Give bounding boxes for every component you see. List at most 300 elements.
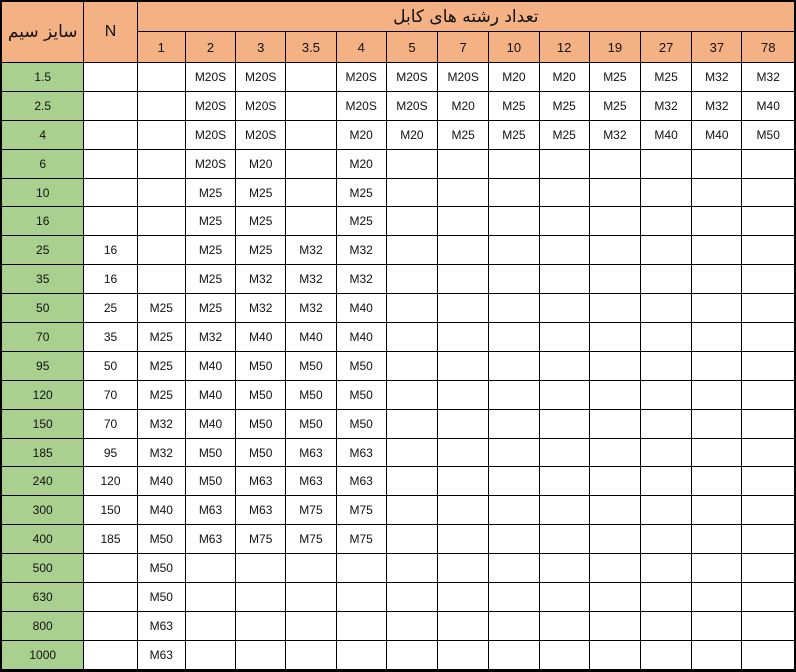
neutral-size-cell <box>84 91 137 120</box>
gland-size-cell: M50 <box>336 351 386 380</box>
neutral-size-cell <box>84 554 137 583</box>
gland-size-cell: M32 <box>742 63 795 92</box>
gland-size-cell <box>489 583 539 612</box>
table-row <box>2 351 795 380</box>
gland-size-cell: M25 <box>137 294 185 323</box>
gland-size-cell <box>640 294 691 323</box>
table-row <box>2 611 795 640</box>
gland-size-cell <box>640 351 691 380</box>
gland-size-cell: M32 <box>336 236 386 265</box>
neutral-size-cell: 70 <box>84 409 137 438</box>
gland-size-cell <box>539 265 589 294</box>
gland-size-cell <box>137 91 185 120</box>
gland-size-cell: M20 <box>386 120 437 149</box>
gland-size-cell <box>386 149 437 178</box>
gland-size-cell: M32 <box>286 236 336 265</box>
gland-size-cell <box>539 409 589 438</box>
gland-size-cell <box>286 149 336 178</box>
gland-size-cell <box>589 525 640 554</box>
gland-size-cell: M32 <box>137 438 185 467</box>
gland-size-cell <box>589 149 640 178</box>
gland-size-cell <box>742 380 795 409</box>
gland-size-cell: M20S <box>236 120 286 149</box>
gland-size-cell <box>236 640 286 669</box>
gland-size-cell <box>640 611 691 640</box>
gland-size-cell <box>137 149 185 178</box>
gland-size-cell: M20 <box>438 91 489 120</box>
gland-size-cell <box>742 438 795 467</box>
gland-size-cell <box>692 611 742 640</box>
gland-size-cell <box>336 583 386 612</box>
gland-size-cell: M25 <box>539 120 589 149</box>
neutral-size-cell <box>84 149 137 178</box>
gland-size-cell <box>236 611 286 640</box>
wire-size-cell: 1.5 <box>2 63 84 92</box>
gland-size-cell <box>489 640 539 669</box>
gland-size-cell <box>692 207 742 236</box>
gland-size-cell: M63 <box>336 438 386 467</box>
gland-size-cell <box>539 380 589 409</box>
table-row <box>2 525 795 554</box>
gland-size-cell <box>640 409 691 438</box>
gland-size-cell <box>386 438 437 467</box>
gland-size-cell <box>742 640 795 669</box>
wire-size-cell: 630 <box>2 583 84 612</box>
gland-size-cell <box>438 323 489 352</box>
gland-size-cell <box>692 178 742 207</box>
wire-size-cell: 120 <box>2 380 84 409</box>
gland-size-cell <box>386 178 437 207</box>
table-row <box>2 380 795 409</box>
gland-size-cell <box>539 525 589 554</box>
gland-size-cell <box>286 554 336 583</box>
table-row <box>2 640 795 669</box>
gland-size-cell: M50 <box>185 467 235 496</box>
gland-size-cell <box>589 467 640 496</box>
gland-size-cell: M32 <box>640 91 691 120</box>
gland-size-cell <box>438 351 489 380</box>
gland-size-cell: M50 <box>742 120 795 149</box>
gland-size-cell <box>386 554 437 583</box>
core-count-column-header: 3 <box>236 32 286 63</box>
gland-size-cell <box>640 265 691 294</box>
neutral-size-cell: 25 <box>84 294 137 323</box>
wire-size-cell: 10 <box>2 178 84 207</box>
gland-size-cell <box>539 583 589 612</box>
gland-size-cell <box>640 554 691 583</box>
gland-size-cell: M40 <box>185 409 235 438</box>
gland-size-cell <box>336 640 386 669</box>
gland-size-cell <box>742 467 795 496</box>
gland-size-cell <box>386 294 437 323</box>
gland-size-cell: M20S <box>336 63 386 92</box>
gland-size-cell <box>640 525 691 554</box>
table-row <box>2 236 795 265</box>
table-row <box>2 207 795 236</box>
gland-size-cell <box>137 63 185 92</box>
gland-size-cell <box>742 351 795 380</box>
gland-size-cell <box>137 236 185 265</box>
wire-size-cell: 300 <box>2 496 84 525</box>
gland-size-cell <box>692 640 742 669</box>
gland-size-cell: M20S <box>236 63 286 92</box>
gland-size-cell <box>640 438 691 467</box>
gland-size-cell <box>589 583 640 612</box>
gland-size-cell: M32 <box>137 409 185 438</box>
gland-size-cell <box>539 323 589 352</box>
gland-size-cell: M20 <box>336 149 386 178</box>
gland-size-cell <box>236 583 286 612</box>
neutral-size-cell: 50 <box>84 351 137 380</box>
gland-size-cell: M40 <box>185 380 235 409</box>
gland-size-cell <box>438 149 489 178</box>
gland-size-cell <box>438 294 489 323</box>
gland-size-cell <box>589 351 640 380</box>
core-count-column-header: 2 <box>185 32 235 63</box>
gland-size-cell <box>386 380 437 409</box>
table-row <box>2 178 795 207</box>
gland-size-cell <box>539 178 589 207</box>
neutral-size-cell <box>84 611 137 640</box>
wire-size-cell: 25 <box>2 236 84 265</box>
gland-size-cell <box>438 525 489 554</box>
gland-size-cell: M32 <box>589 120 640 149</box>
gland-size-cell <box>489 496 539 525</box>
core-count-column-header: 19 <box>589 32 640 63</box>
gland-size-cell <box>386 525 437 554</box>
gland-size-cell <box>489 409 539 438</box>
wire-size-cell: 95 <box>2 351 84 380</box>
wire-size-cell: 4 <box>2 120 84 149</box>
gland-size-cell <box>539 149 589 178</box>
gland-size-cell <box>742 236 795 265</box>
neutral-size-cell: 95 <box>84 438 137 467</box>
gland-size-cell <box>692 294 742 323</box>
gland-size-cell <box>438 611 489 640</box>
core-count-column-header: 27 <box>640 32 691 63</box>
gland-size-cell: M63 <box>236 467 286 496</box>
gland-size-cell <box>438 236 489 265</box>
gland-size-cell: M40 <box>286 323 336 352</box>
gland-size-cell <box>286 178 336 207</box>
gland-size-cell <box>640 323 691 352</box>
core-count-column-header: 5 <box>386 32 437 63</box>
gland-size-cell <box>137 207 185 236</box>
gland-size-cell: M50 <box>137 554 185 583</box>
gland-size-cell <box>640 207 691 236</box>
gland-size-cell: M75 <box>286 525 336 554</box>
gland-size-cell <box>589 640 640 669</box>
gland-size-cell: M20S <box>185 63 235 92</box>
gland-size-cell <box>742 178 795 207</box>
gland-size-cell <box>589 554 640 583</box>
gland-size-cell <box>742 496 795 525</box>
gland-size-cell <box>438 409 489 438</box>
gland-size-cell: M25 <box>185 207 235 236</box>
wire-size-cell: 35 <box>2 265 84 294</box>
gland-size-cell: M40 <box>137 496 185 525</box>
gland-size-cell <box>438 438 489 467</box>
gland-size-cell: M25 <box>336 178 386 207</box>
neutral-size-cell: 35 <box>84 323 137 352</box>
gland-size-cell <box>742 265 795 294</box>
gland-size-cell <box>185 640 235 669</box>
gland-size-cell: M20S <box>185 149 235 178</box>
gland-size-cell: M32 <box>236 294 286 323</box>
gland-size-cell <box>386 640 437 669</box>
gland-size-cell: M50 <box>137 583 185 612</box>
wire-size-cell: 400 <box>2 525 84 554</box>
neutral-size-cell: 150 <box>84 496 137 525</box>
gland-size-cell <box>742 409 795 438</box>
gland-size-cell: M32 <box>336 265 386 294</box>
gland-size-cell: M75 <box>336 496 386 525</box>
gland-size-cell: M20S <box>336 91 386 120</box>
core-count-column-header: 3.5 <box>286 32 336 63</box>
neutral-size-cell <box>84 207 137 236</box>
gland-size-cell: M25 <box>137 351 185 380</box>
gland-size-cell <box>438 496 489 525</box>
gland-size-cell <box>386 409 437 438</box>
table-row <box>2 265 795 294</box>
core-count-column-header: 12 <box>539 32 589 63</box>
gland-size-cell <box>742 583 795 612</box>
neutral-size-cell <box>84 640 137 669</box>
gland-size-cell <box>489 438 539 467</box>
gland-size-cell <box>489 467 539 496</box>
gland-size-cell <box>386 583 437 612</box>
gland-size-cell: M32 <box>236 265 286 294</box>
gland-size-cell <box>489 380 539 409</box>
neutral-size-cell: 185 <box>84 525 137 554</box>
gland-size-cell <box>640 583 691 612</box>
gland-size-cell <box>286 91 336 120</box>
gland-size-cell <box>692 265 742 294</box>
core-count-column-header: 37 <box>692 32 742 63</box>
gland-size-cell <box>386 351 437 380</box>
table-row <box>2 496 795 525</box>
gland-size-cell <box>589 611 640 640</box>
gland-size-cell: M50 <box>236 409 286 438</box>
gland-size-cell: M40 <box>137 467 185 496</box>
gland-size-cell <box>386 467 437 496</box>
gland-size-cell <box>386 207 437 236</box>
gland-size-cell <box>286 640 336 669</box>
neutral-size-cell: 16 <box>84 236 137 265</box>
gland-size-cell <box>489 611 539 640</box>
gland-size-cell: M20 <box>539 63 589 92</box>
gland-size-cell: M40 <box>336 323 386 352</box>
neutral-size-cell: 70 <box>84 380 137 409</box>
gland-size-cell <box>742 611 795 640</box>
gland-size-cell: M25 <box>438 120 489 149</box>
gland-size-cell <box>742 294 795 323</box>
gland-size-cell <box>589 207 640 236</box>
gland-size-cell: M32 <box>185 323 235 352</box>
wire-size-cell: 50 <box>2 294 84 323</box>
neutral-size-cell <box>84 583 137 612</box>
gland-size-cell: M25 <box>640 63 691 92</box>
gland-size-cell: M25 <box>489 120 539 149</box>
gland-size-cell <box>386 323 437 352</box>
gland-size-cell <box>640 496 691 525</box>
gland-size-cell <box>286 611 336 640</box>
gland-size-cell: M25 <box>185 294 235 323</box>
gland-size-cell <box>742 554 795 583</box>
table-row <box>2 438 795 467</box>
gland-size-cell <box>336 611 386 640</box>
gland-size-cell: M25 <box>236 236 286 265</box>
gland-size-cell <box>589 380 640 409</box>
gland-size-cell <box>640 236 691 265</box>
gland-size-cell <box>489 236 539 265</box>
gland-size-cell <box>286 207 336 236</box>
gland-size-cell <box>386 496 437 525</box>
gland-size-cell: M50 <box>185 438 235 467</box>
gland-size-cell <box>589 438 640 467</box>
gland-size-cell <box>137 120 185 149</box>
core-count-column-header: 7 <box>438 32 489 63</box>
gland-size-cell <box>489 554 539 583</box>
table-row <box>2 323 795 352</box>
gland-size-cell <box>692 351 742 380</box>
gland-size-cell <box>692 380 742 409</box>
table-row <box>2 294 795 323</box>
gland-size-cell <box>539 351 589 380</box>
gland-size-cell <box>185 583 235 612</box>
gland-size-cell: M25 <box>185 265 235 294</box>
gland-size-cell: M40 <box>742 91 795 120</box>
wire-size-cell: 500 <box>2 554 84 583</box>
gland-size-cell <box>386 236 437 265</box>
wire-size-header: سایز سیم <box>2 2 84 63</box>
gland-size-cell <box>539 640 589 669</box>
gland-size-cell <box>438 554 489 583</box>
gland-size-cell <box>438 380 489 409</box>
gland-size-cell <box>489 178 539 207</box>
gland-size-cell: M25 <box>539 91 589 120</box>
gland-size-cell <box>692 554 742 583</box>
gland-size-cell: M20 <box>489 63 539 92</box>
gland-size-cell <box>438 265 489 294</box>
gland-size-cell: M63 <box>185 496 235 525</box>
gland-size-cell <box>336 554 386 583</box>
gland-size-cell: M25 <box>236 178 286 207</box>
gland-size-cell <box>386 611 437 640</box>
core-count-column-header: 4 <box>336 32 386 63</box>
wire-size-cell: 1000 <box>2 640 84 669</box>
gland-size-cell: M25 <box>185 178 235 207</box>
wire-size-cell: 240 <box>2 467 84 496</box>
table-row <box>2 120 795 149</box>
gland-size-cell: M75 <box>286 496 336 525</box>
gland-size-cell <box>640 178 691 207</box>
gland-size-cell: M20S <box>236 91 286 120</box>
gland-size-cell <box>438 467 489 496</box>
gland-size-cell: M40 <box>185 351 235 380</box>
gland-size-cell: M20S <box>386 91 437 120</box>
gland-size-cell: M63 <box>185 525 235 554</box>
table-row <box>2 554 795 583</box>
gland-size-table <box>1 1 795 670</box>
gland-size-cell: M32 <box>692 63 742 92</box>
gland-size-cell <box>539 236 589 265</box>
gland-size-cell <box>539 438 589 467</box>
gland-size-cell: M32 <box>692 91 742 120</box>
gland-size-cell: M75 <box>336 525 386 554</box>
wire-size-cell: 6 <box>2 149 84 178</box>
gland-size-cell: M20 <box>336 120 386 149</box>
gland-size-cell <box>589 496 640 525</box>
gland-size-cell: M50 <box>286 409 336 438</box>
gland-size-cell: M40 <box>692 120 742 149</box>
gland-size-cell: M50 <box>336 409 386 438</box>
gland-size-cell: M20S <box>185 91 235 120</box>
gland-size-cell <box>692 467 742 496</box>
gland-size-cell <box>185 554 235 583</box>
neutral-size-cell: 120 <box>84 467 137 496</box>
gland-size-cell <box>286 63 336 92</box>
gland-size-cell: M20S <box>438 63 489 92</box>
gland-size-cell: M63 <box>236 496 286 525</box>
wire-size-cell: 185 <box>2 438 84 467</box>
wire-size-cell: 2.5 <box>2 91 84 120</box>
wire-size-cell: 70 <box>2 323 84 352</box>
gland-size-cell <box>589 409 640 438</box>
table-row <box>2 467 795 496</box>
gland-size-cell: M25 <box>589 91 640 120</box>
neutral-size-cell <box>84 63 137 92</box>
gland-size-cell <box>539 496 589 525</box>
gland-size-cell: M20S <box>185 120 235 149</box>
gland-size-cell <box>489 265 539 294</box>
gland-size-cell <box>539 294 589 323</box>
gland-size-cell <box>640 149 691 178</box>
gland-size-cell: M50 <box>137 525 185 554</box>
gland-size-cell: M63 <box>336 467 386 496</box>
core-count-column-header: 10 <box>489 32 539 63</box>
gland-size-cell: M50 <box>236 351 286 380</box>
gland-size-cell: M50 <box>286 351 336 380</box>
table-body <box>2 63 795 670</box>
gland-size-cell <box>137 178 185 207</box>
gland-size-cell <box>692 323 742 352</box>
gland-size-cell: M63 <box>286 467 336 496</box>
gland-size-cell <box>692 525 742 554</box>
gland-size-cell <box>386 265 437 294</box>
gland-size-cell: M25 <box>336 207 386 236</box>
gland-size-cell <box>640 640 691 669</box>
gland-size-cell: M63 <box>286 438 336 467</box>
gland-size-cell <box>137 265 185 294</box>
gland-size-cell: M25 <box>589 63 640 92</box>
gland-size-cell <box>589 236 640 265</box>
gland-size-cell: M75 <box>236 525 286 554</box>
gland-size-cell <box>640 467 691 496</box>
gland-size-cell <box>692 236 742 265</box>
gland-size-cell: M40 <box>336 294 386 323</box>
neutral-size-cell <box>84 178 137 207</box>
wire-size-cell: 800 <box>2 611 84 640</box>
gland-size-cell <box>438 207 489 236</box>
gland-size-cell: M50 <box>236 380 286 409</box>
gland-size-cell: M25 <box>137 323 185 352</box>
gland-size-cell <box>692 438 742 467</box>
gland-size-cell: M40 <box>236 323 286 352</box>
gland-size-cell: M32 <box>286 265 336 294</box>
gland-size-cell: M20 <box>236 149 286 178</box>
gland-size-cell <box>589 323 640 352</box>
